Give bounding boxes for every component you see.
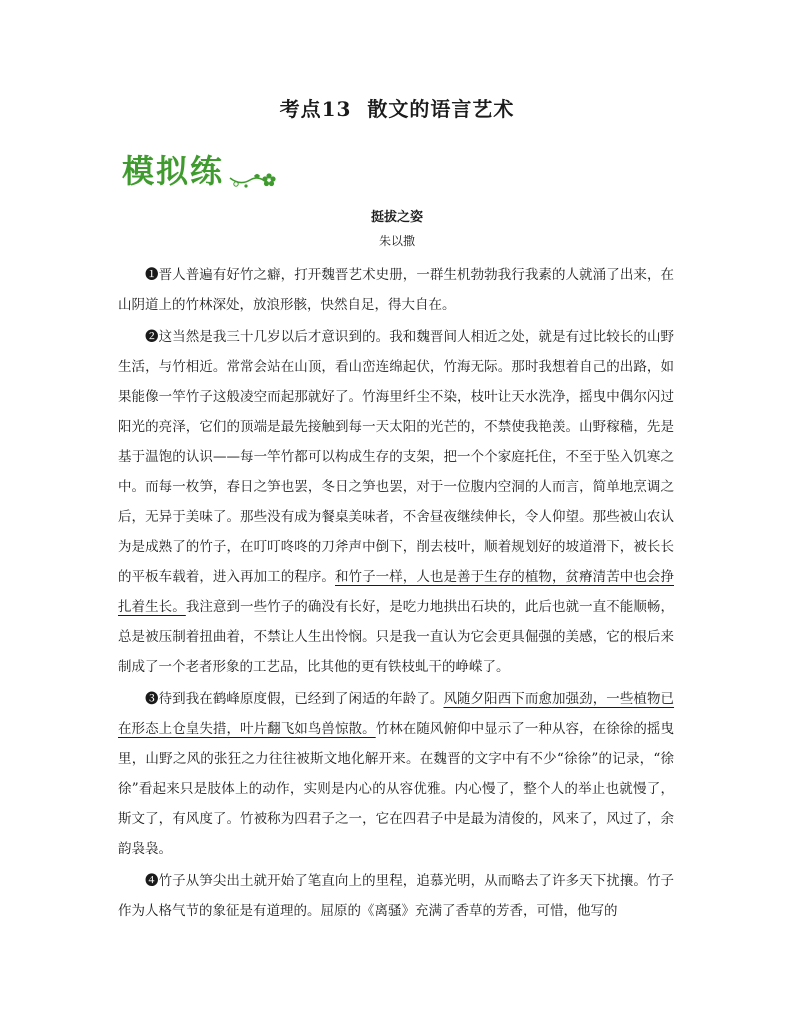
paragraph-text: 这当然是我三十几岁以后才意识到的。我和魏晋间人相近之处，就是有过比较长的山野生活，与竹相近。常常会站在山顶，看山峦连绵起伏，竹海无际。那时我想着自己的出路，如果能像一竿竹子这般凌空而起那就好了。竹海里纤尘不染，枝叶让天水洗净，摇曳中偶尔闪过阳光的亮泽，它们的顶端是最先接触到每一天太阳的光芒的，不禁使我艳羡。山野稼穑，先是基于温饱的认识——每一竿竹都可以构成生存的支架，把一个个家庭托住，不至于坠入饥寒之中。而每一枚笋，春日之笋也罢，冬日之笋也罢，对于一位腹内空洞的人而言，简单地烹调之后，无异于美味了。那些没有成为餐桌美味者，不舍昼夜继续伸长，令人仰望。那些被山农认为是成熟了的竹子，在叮叮咚咚的刀斧声中倒下，削去枝叶，顺着规划好的坡道滑下，被长长的平板车载着，进入再加工的程序。 (118, 329, 675, 585)
logo-text: 模拟练 (122, 152, 225, 190)
paragraph-number: ❹ (145, 873, 159, 889)
paragraph-text: 晋人普遍有好竹之癖，打开魏晋艺术史册，一群生机勃勃我行我素的人就涌了出来，在山阴道上的竹林深处，放浪形骸，快然自足，得大自在。 (118, 267, 675, 313)
topic-code: 考点13 (279, 97, 352, 121)
page-title (0, 93, 794, 122)
essay-author: 朱以撒 (378, 234, 415, 248)
paragraph (118, 866, 674, 926)
paragraph (118, 322, 674, 682)
section-logo (122, 146, 282, 194)
paragraph (118, 260, 674, 320)
essay-title: 挺拔之姿 (370, 210, 423, 225)
underlined-sentence: 和竹子一样，人也是善于生存的植物，贫瘠清苦中也会挣扎着生长。 (118, 569, 674, 615)
paragraph-number: ❶ (145, 267, 159, 283)
paragraph-text: 待到我在鹤峰原度假，已经到了闲适的年龄了。 (158, 691, 444, 707)
paragraph-text: 我注意到一些竹子的确没有长好，是吃力地拱出石块的，此后也就一直不能顺畅，总是被压制着扭曲着，不禁让人生出怜悯。只是我一直认为它会更具倔强的美感，它的根后来制成了一个老者形象的工艺品，比其他的更有铁枝虬干的峥嵘了。 (118, 599, 674, 675)
essay-body (118, 260, 674, 926)
paragraph-number: ❷ (145, 329, 159, 345)
paragraph-number: ❸ (145, 691, 159, 707)
paragraph-text: 竹林在随风俯仰中显示了一种从容，在徐徐的摇曳里，山野之风的张狂之力往往被斯文地化解开来。在魏晋的文字中有不少“徐徐”的记录，“徐徐”看起来只是肢体上的动作，实则是内心的从容优雅。内心慢了，整个人的举止也就慢了，斯文了，有风度了。竹被称为四君子之一，它在四君子中是最为清俊的，风来了，风过了，余韵袅袅。 (118, 721, 674, 857)
paragraph-text: 竹子从笋尖出土就开始了笔直向上的里程，追慕光明，从而略去了许多天下扰攘。竹子作为人格气节的象征是有道理的。屈原的《离骚》充满了香草的芳香，可惜，他写的 (118, 873, 675, 919)
underlined-sentence: 风随夕阳西下而愈加强劲，一些植物已在形态上仓皇失措，叶片翻飞如鸟兽惊散。 (118, 691, 675, 737)
paragraph (118, 684, 674, 864)
vine-decoration-icon (122, 146, 282, 194)
topic-title: 散文的语言艺术 (367, 97, 515, 121)
